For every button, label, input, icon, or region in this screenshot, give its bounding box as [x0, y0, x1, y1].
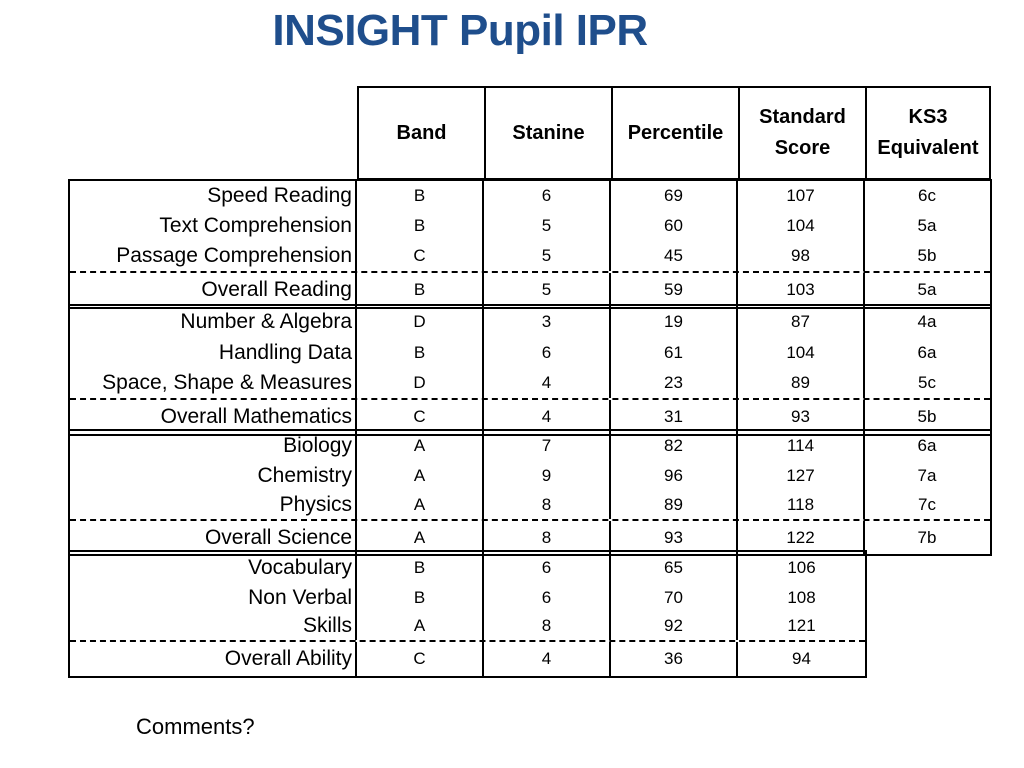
standard-score-cell: 104	[738, 211, 865, 241]
row-label: Handling Data	[70, 338, 357, 368]
table-row	[70, 211, 990, 241]
percentile-cell: 70	[611, 583, 738, 612]
band-cell: C	[357, 241, 484, 271]
band-cell: B	[357, 583, 484, 612]
band-cell: A	[357, 431, 484, 461]
stanine-cell: 5	[484, 211, 611, 241]
ks3-cell: 6a	[917, 436, 937, 455]
table-row	[70, 338, 990, 368]
ks3-cell: 5a	[917, 216, 937, 235]
band-cell: A	[357, 612, 484, 640]
stanine-cell: 5	[484, 273, 611, 307]
row-label: Passage Comprehension	[70, 241, 357, 271]
row-label: Chemistry	[70, 461, 357, 491]
header-band: Band	[359, 88, 486, 178]
ks3-cell: 7a	[917, 466, 937, 485]
percentile-cell: 59	[611, 273, 738, 307]
ks3-cell: 5c	[918, 373, 936, 392]
percentile-cell: 45	[611, 241, 738, 271]
band-cell: A	[357, 461, 484, 491]
table-row	[70, 461, 990, 491]
header-stanine: Stanine	[486, 88, 613, 178]
row-label: Non Verbal	[70, 583, 357, 612]
standard-score-cell: 114	[738, 431, 865, 461]
standard-score-cell: 107	[738, 181, 865, 211]
stanine-cell: 4	[484, 368, 611, 398]
overall-row	[70, 519, 990, 554]
percentile-cell: 82	[611, 431, 738, 461]
ks3-cell: 6a	[917, 343, 937, 362]
band-cell: B	[357, 211, 484, 241]
table-row	[70, 612, 865, 640]
row-label: Skills	[70, 612, 357, 640]
percentile-cell: 31	[611, 400, 738, 434]
table-row	[70, 181, 990, 211]
table-row	[70, 241, 990, 271]
standard-score-cell: 87	[738, 306, 865, 338]
standard-score-cell: 93	[738, 400, 865, 434]
percentile-cell: 19	[611, 306, 738, 338]
standard-score-cell: 94	[792, 649, 811, 668]
overall-row	[70, 640, 865, 676]
stanine-cell: 4	[484, 400, 611, 434]
ks3-cell: 5b	[917, 407, 937, 426]
page-title: INSIGHT Pupil IPR	[272, 6, 648, 55]
overall-label: Overall Ability	[70, 642, 357, 676]
standard-score-cell: 106	[787, 557, 816, 577]
ks3-cell: 5a	[917, 280, 937, 299]
stanine-cell: 6	[484, 181, 611, 211]
percentile-cell: 36	[611, 642, 738, 676]
header-standard-score: Standard Score	[740, 88, 867, 178]
ability-group	[68, 550, 867, 678]
stanine-cell: 8	[484, 521, 611, 554]
row-label: Biology	[70, 431, 357, 461]
band-cell: B	[357, 338, 484, 368]
ks3-cell: 4a	[917, 312, 937, 331]
stanine-cell: 4	[484, 642, 611, 676]
band-cell: C	[357, 642, 484, 676]
stanine-cell: 8	[484, 491, 611, 519]
percentile-cell: 92	[611, 612, 738, 640]
stanine-cell: 6	[484, 338, 611, 368]
ks3-cell: 5b	[917, 246, 937, 265]
table-row	[70, 431, 990, 461]
standard-score-cell: 103	[738, 273, 865, 307]
standard-score-cell: 108	[787, 587, 816, 607]
stanine-cell: 6	[484, 552, 611, 583]
band-cell: B	[357, 552, 484, 583]
table-row	[70, 552, 865, 583]
stanine-cell: 5	[484, 241, 611, 271]
row-label: Vocabulary	[70, 552, 357, 583]
mathematics-group	[68, 304, 992, 436]
standard-score-cell: 118	[738, 491, 865, 519]
band-cell: A	[357, 491, 484, 519]
standard-score-cell: 98	[738, 241, 865, 271]
band-cell: C	[357, 400, 484, 434]
overall-row	[70, 271, 990, 307]
band-cell: B	[357, 181, 484, 211]
percentile-cell: 96	[611, 461, 738, 491]
overall-label: Overall Science	[70, 521, 357, 554]
row-label: Space, Shape & Measures	[70, 368, 357, 398]
band-cell: A	[357, 521, 484, 554]
column-header-row	[357, 86, 991, 180]
percentile-cell: 60	[611, 211, 738, 241]
band-cell: D	[357, 368, 484, 398]
standard-score-cell: 127	[738, 461, 865, 491]
table-row	[70, 368, 990, 398]
row-label: Text Comprehension	[70, 211, 357, 241]
row-label: Physics	[70, 491, 357, 519]
stanine-cell: 3	[484, 306, 611, 338]
band-cell: D	[357, 306, 484, 338]
percentile-cell: 93	[611, 521, 738, 554]
overall-label: Overall Reading	[70, 273, 357, 307]
band-cell: B	[357, 273, 484, 307]
percentile-cell: 23	[611, 368, 738, 398]
header-ks3-equivalent: KS3 Equivalent	[877, 106, 979, 159]
table-row	[70, 491, 990, 519]
standard-score-cell: 104	[738, 338, 865, 368]
standard-score-cell: 89	[738, 368, 865, 398]
stanine-cell: 7	[484, 431, 611, 461]
percentile-cell: 65	[611, 552, 738, 583]
row-label: Number & Algebra	[70, 306, 357, 338]
stanine-cell: 6	[484, 583, 611, 612]
percentile-cell: 69	[611, 181, 738, 211]
table-row	[70, 583, 865, 612]
overall-label: Overall Mathematics	[70, 400, 357, 434]
standard-score-cell: 121	[787, 616, 816, 635]
comments-label: Comments?	[136, 714, 255, 739]
reading-group	[68, 179, 992, 309]
ks3-cell: 6c	[918, 186, 936, 205]
ks3-cell: 7c	[918, 495, 936, 514]
stanine-cell: 8	[484, 612, 611, 640]
header-percentile: Percentile	[613, 88, 740, 178]
ks3-cell: 7b	[917, 527, 937, 547]
percentile-cell: 61	[611, 338, 738, 368]
row-label: Speed Reading	[70, 181, 357, 211]
stanine-cell: 9	[484, 461, 611, 491]
percentile-cell: 89	[611, 491, 738, 519]
science-group	[68, 429, 992, 556]
table-row	[70, 306, 990, 338]
standard-score-cell: 122	[738, 521, 865, 554]
